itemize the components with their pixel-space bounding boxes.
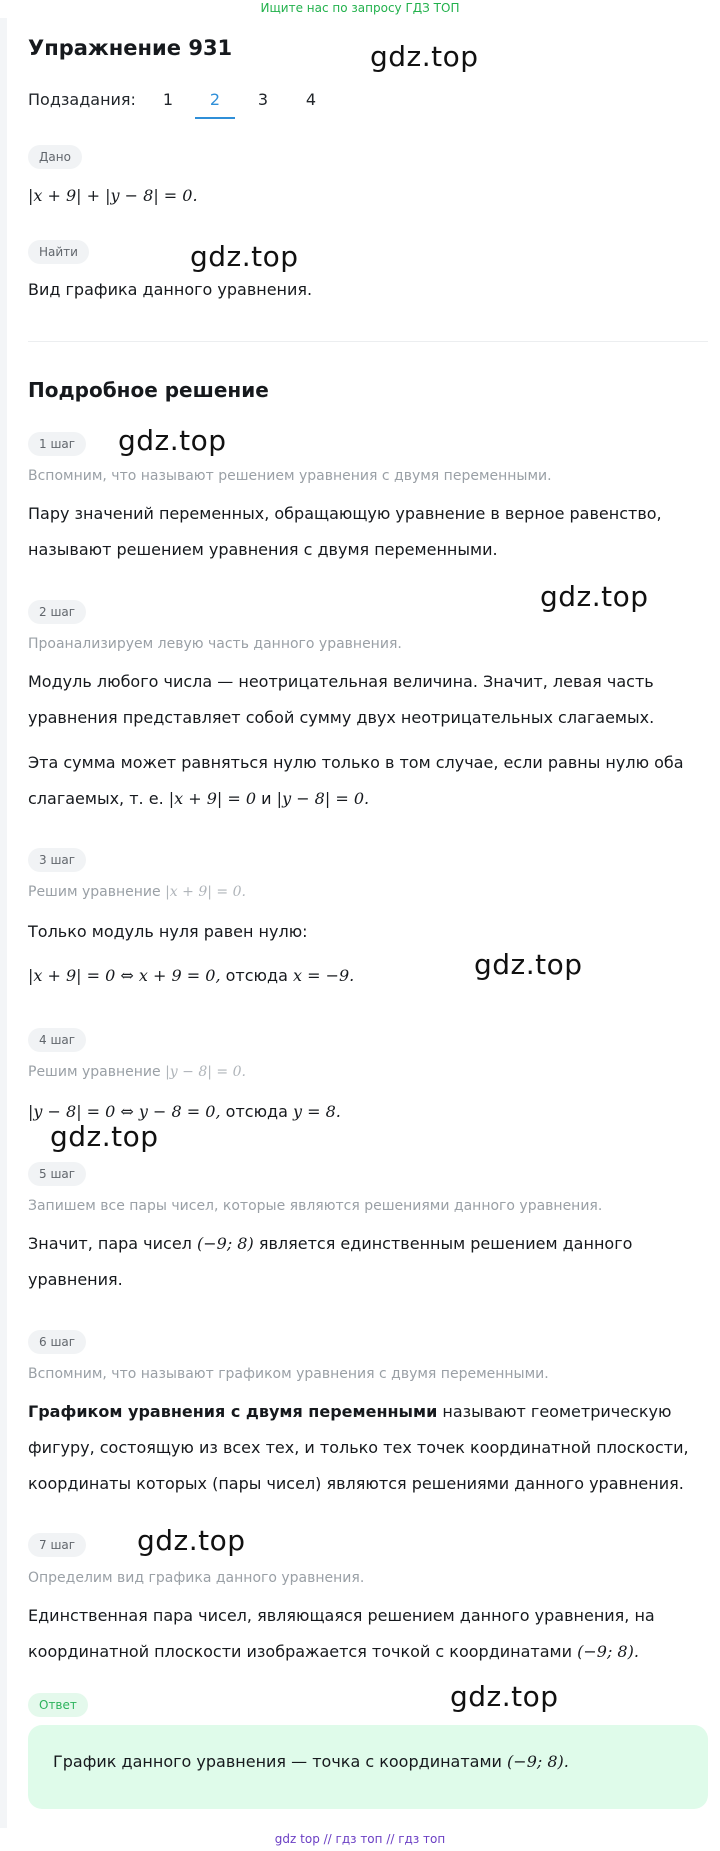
solution-heading: Подробное решение <box>28 378 269 402</box>
step-6-line-1: Графиком уравнения с двумя переменными называют геометрическую <box>28 1402 672 1421</box>
answer-text: График данного уравнения — точка с координатами (−9; 8). <box>53 1752 569 1771</box>
watermark: gdz.top <box>540 580 649 613</box>
subtask-tab-2[interactable]: 2 <box>209 90 221 109</box>
step-5-hint: Запишем все пары чисел, которые являются решениями данного уравнения. <box>28 1198 603 1214</box>
step-6-line-2: фигуру, состоящую из всех тех, и только тех точек координатной плоскости, <box>28 1438 689 1457</box>
subtask-tab-3[interactable]: 3 <box>257 90 269 109</box>
watermark: gdz.top <box>137 1524 246 1557</box>
step-1-pill: 1 шаг <box>28 432 86 456</box>
watermark: gdz.top <box>190 240 299 273</box>
given-pill: Дано <box>28 145 82 169</box>
step-7-line-1: Единственная пара чисел, являющаяся решением данного уравнения, на <box>28 1606 655 1625</box>
footer-links[interactable]: gdz top // гдз топ // гдз топ <box>274 1832 446 1846</box>
step-5-line-1: Значит, пара чисел (−9; 8) является единственным решением данного <box>28 1234 633 1253</box>
divider <box>28 341 708 342</box>
step-1-line-2: называют решением уравнения с двумя переменными. <box>28 540 498 559</box>
step-7-hint: Определим вид графика данного уравнения. <box>28 1570 365 1586</box>
step-2-line-2: уравнения представляет собой сумму двух неотрицательных слагаемых. <box>28 708 655 727</box>
step-5-pill: 5 шаг <box>28 1162 86 1186</box>
find-pill: Найти <box>28 240 89 264</box>
step-4-hint: Решим уравнение |y − 8| = 0. <box>28 1064 246 1080</box>
subtasks-label: Подзадания: <box>28 90 136 109</box>
watermark: gdz.top <box>50 1120 159 1153</box>
answer-pill: Ответ <box>28 1693 88 1717</box>
step-6-line-3: координаты которых (пары чисел) являются решениями данного уравнения. <box>28 1474 684 1493</box>
watermark: gdz.top <box>370 40 479 73</box>
step-4-pill: 4 шаг <box>28 1028 86 1052</box>
step-7-line-2: координатной плоскости изображается точкой с координатами (−9; 8). <box>28 1642 639 1661</box>
top-banner: Ищите нас по запросу ГДЗ ТОП <box>260 1 460 15</box>
subtask-tab-4[interactable]: 4 <box>305 90 317 109</box>
step-2-pill: 2 шаг <box>28 600 86 624</box>
step-2-hint: Проанализируем левую часть данного уравнения. <box>28 636 402 652</box>
step-3-pill: 3 шаг <box>28 848 86 872</box>
watermark: gdz.top <box>118 424 227 457</box>
step-3-line-2: |x + 9| = 0 ⇔ x + 9 = 0, отсюда x = −9. <box>28 966 355 985</box>
step-2-line-1: Модуль любого числа — неотрицательная величина. Значит, левая часть <box>28 672 654 691</box>
step-3-hint: Решим уравнение |x + 9| = 0. <box>28 884 246 900</box>
step-2-line-3: Эта сумма может равняться нулю только в том случае, если равны нулю оба <box>28 753 684 772</box>
step-6-pill: 6 шаг <box>28 1330 86 1354</box>
given-formula: |x + 9| + |y − 8| = 0. <box>28 186 198 205</box>
find-text: Вид графика данного уравнения. <box>28 280 313 299</box>
left-rule <box>0 18 7 1828</box>
step-2-line-4: слагаемых, т. е. |x + 9| = 0 и |y − 8| = 0. <box>28 789 370 808</box>
step-7-pill: 7 шаг <box>28 1533 86 1557</box>
watermark: gdz.top <box>474 948 583 981</box>
active-tab-indicator <box>195 117 235 119</box>
step-6-hint: Вспомним, что называют графиком уравнения с двумя переменными. <box>28 1366 549 1382</box>
step-3-line-1: Только модуль нуля равен нулю: <box>28 922 308 941</box>
page-title: Упражнение 931 <box>28 36 233 60</box>
step-5-line-2: уравнения. <box>28 1270 123 1289</box>
watermark: gdz.top <box>450 1680 559 1713</box>
step-4-line-1: |y − 8| = 0 ⇔ y − 8 = 0, отсюда y = 8. <box>28 1102 341 1121</box>
subtask-tab-1[interactable]: 1 <box>162 90 174 109</box>
step-1-hint: Вспомним, что называют решением уравнения с двумя переменными. <box>28 468 552 484</box>
step-1-line-1: Пару значений переменных, обращающую уравнение в верное равенство, <box>28 504 662 523</box>
